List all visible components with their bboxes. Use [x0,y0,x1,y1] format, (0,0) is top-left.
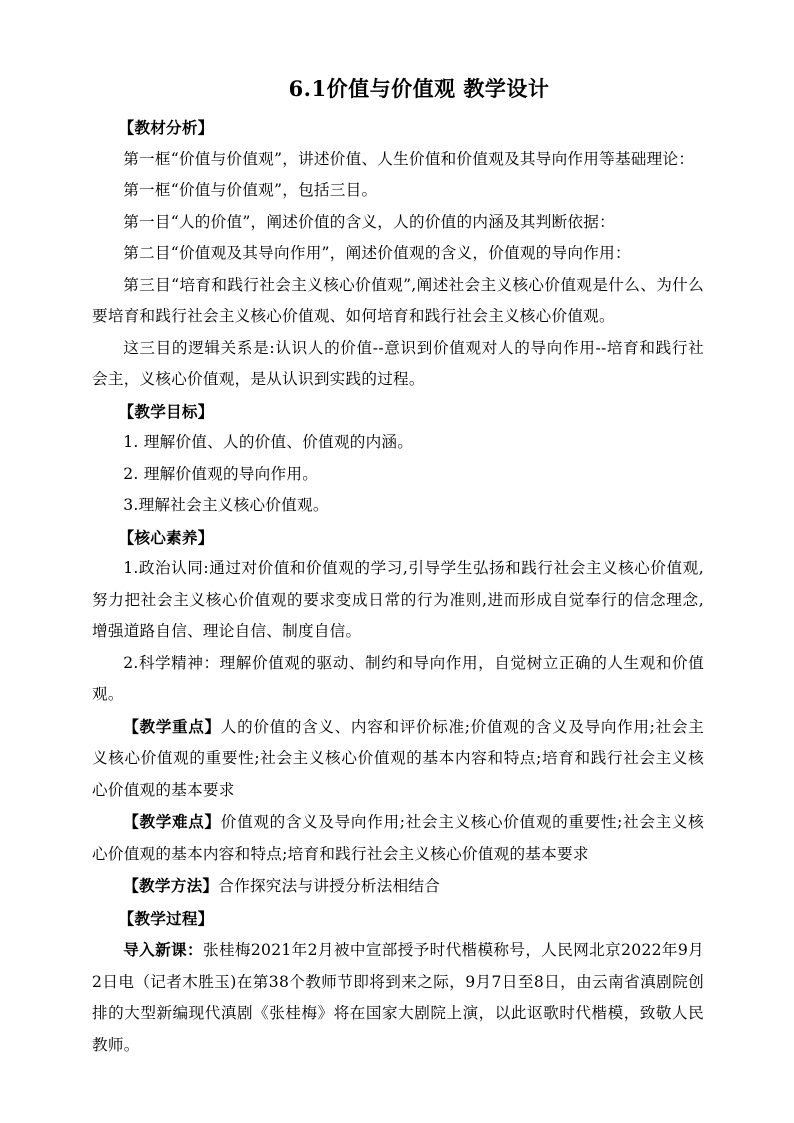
method-text: 合作探究法与讲授分析法相结合 [218,877,441,895]
paragraph: 2.科学精神：理解价值观的驱动、制约和导向作用，自觉树立正确的人生观和价值观。 [92,653,704,703]
paragraph: 第二目“价值观及其导向作用”，阐述价值观的含义，价值观的导向作用： [123,244,631,262]
paragraph: 第三目“培育和践行社会主义核心价值观”,阐述社会主义核心价值观是什么、为什么要培育和践行社会主义核心价值观、如何培育和践行社会主义核心价值观。 [92,275,704,325]
paragraph: 第一目“人的价值”，阐述价值的含义，人的价值的内涵及其判断依据： [123,212,615,231]
section-heading-goals: 【教学目标】 [118,401,214,421]
method-label: 【教学方法】 [123,876,219,895]
key-points-text: 人的价值的含义、内容和评价标准;价值观的含义及导向作用;社会主义核心价值观的重要性;社会主义核心价值观的基本内容和特点;培育和践行社会主义核心价值观的基本要求 [92,717,704,799]
intro-text: 张桂梅2021年2月被中宣部授予时代楷模称号，人民网北京2022年9月2日电（记者木胜玉)在第38个教师节即将到来之际，9月7日至8日，由云南省滇剧院创排的大型新编现代滇剧《张桂梅》将在国家大剧院上演，以此讴歌时代楷模，致敬人民教师。 [92,941,704,1054]
method-paragraph [92,870,704,903]
key-points-label: 【教学重点】 [123,716,221,736]
difficult-points-paragraph [92,806,704,870]
difficult-points-label: 【教学难点】 [123,812,221,831]
goal-item: 3.理解社会主义核心价值观。 [123,496,329,514]
section-heading-process: 【教学过程】 [118,908,214,928]
intro-label: 导入新课： [123,940,203,959]
paragraph: 第一框“价值与价值观”，包括三目。 [123,181,378,199]
document-title: 6.1价值与价值观 教学设计 [288,76,550,101]
goal-item: 1. 理解价值、人的价值、价值观的内涵。 [123,433,414,451]
section-heading-literacy: 【核心素养】 [118,527,214,547]
goal-item: 2. 理解价值观的导向作用。 [123,464,319,483]
section-heading-analysis: 【教材分析】 [118,118,214,137]
paragraph: 第一框“价值与价值观”，讲述价值、人生价值和价值观及其导向作用等基础理论： [123,149,695,168]
paragraph: 1.政治认同:通过对价值和价值观的学习,引导学生弘扬和践行社会主义核心价值观,努力把社会主义核心价值观的要求变成日常的行为准则,进而形成自觉奉行的信念理念,增强道路自信、理论自信、制度自信。 [92,559,704,640]
difficult-points-text: 价值观的含义及导向作用;社会主义核心价值观的重要性;社会主义核心价值观的基本内容和特点;培育和践行社会主义核心价值观的基本要求 [92,813,704,863]
key-points-paragraph [92,711,704,807]
intro-paragraph [92,934,704,1061]
document-body [92,112,704,1061]
paragraph: 这三目的逻辑关系是:认识人的价值--意识到价值观对人的导向作用--培育和践行社会主，义核心价值观，是从认识到实践的过程。 [92,338,704,388]
